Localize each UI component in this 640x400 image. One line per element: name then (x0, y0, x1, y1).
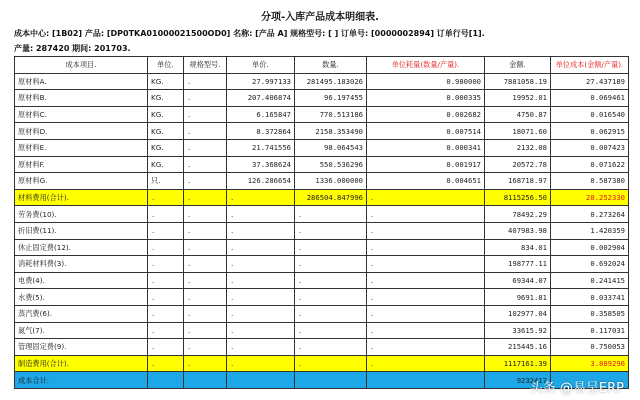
col-header-unit-usage: 单位耗量(数量/产量). (367, 57, 485, 74)
cell-spec: . (184, 106, 227, 123)
cell-unit-cost: 0.750053 (551, 339, 629, 356)
cell-quantity: 1336.000000 (295, 173, 367, 190)
cell-quantity: . (295, 322, 367, 339)
cell-price: . (227, 272, 295, 289)
cell-unit-usage: 0.000335 (367, 90, 485, 107)
cell-amount: 19952.01 (485, 90, 551, 107)
cell-amount: 1117161.39 (485, 355, 551, 372)
cell-unit: KG. (148, 156, 184, 173)
cell-unit: KG. (148, 139, 184, 156)
table-row (15, 289, 629, 306)
cell-unit: KG. (148, 123, 184, 140)
cell-unit-cost: 0.062915 (551, 123, 629, 140)
cell-unit: . (148, 322, 184, 339)
cell-spec: . (184, 90, 227, 107)
cell-spec: . (184, 73, 227, 90)
cell-spec: . (184, 339, 227, 356)
cell-cost-item: 成本合计. (15, 372, 148, 389)
cell-amount: 18071.60 (485, 123, 551, 140)
cell-cost-item: 管理固定费(9). (15, 339, 148, 356)
cell-cost-item: 原材料B. (15, 90, 148, 107)
cell-amount: 9691.81 (485, 289, 551, 306)
col-header-amount: 金额. (485, 57, 551, 74)
cell-amount: 168718.97 (485, 173, 551, 190)
cell-spec (184, 372, 227, 389)
cell-unit-usage (367, 372, 485, 389)
cell-cost-item: 劳务费(10). (15, 206, 148, 223)
cell-price: . (227, 222, 295, 239)
cell-cost-item: 原材料D. (15, 123, 148, 140)
cell-unit-cost: 0.002904 (551, 239, 629, 256)
cell-amount: 198777.11 (485, 256, 551, 273)
table-row (15, 256, 629, 273)
cell-unit-usage: . (367, 355, 485, 372)
cell-cost-item: 原材料G. (15, 173, 148, 190)
cell-unit: 只. (148, 173, 184, 190)
cell-quantity: . (295, 289, 367, 306)
table-row (15, 355, 629, 372)
cell-spec: . (184, 355, 227, 372)
cell-spec: . (184, 189, 227, 206)
cell-amount: 20572.78 (485, 156, 551, 173)
cell-unit-usage: . (367, 305, 485, 322)
cell-unit-usage: 0.002682 (367, 106, 485, 123)
cell-amount: 7881058.19 (485, 73, 551, 90)
cell-cost-item: 休止固定费(12). (15, 239, 148, 256)
cell-quantity: . (295, 339, 367, 356)
cell-amount: 407983.98 (485, 222, 551, 239)
cell-quantity: . (295, 222, 367, 239)
table-body (15, 73, 629, 388)
cell-spec: . (184, 289, 227, 306)
cell-spec: . (184, 239, 227, 256)
cell-quantity: 281495.183026 (295, 73, 367, 90)
cell-unit-usage: . (367, 206, 485, 223)
cell-unit: . (148, 239, 184, 256)
cell-unit-usage: . (367, 256, 485, 273)
cell-unit-usage: 0.001917 (367, 156, 485, 173)
cell-cost-item: 折旧费(11). (15, 222, 148, 239)
header-info-line-1: 成本中心: [1B02] 产品: [DP0TKA01000021500OD0] 名称: [产品 A] 规格型号: [ ] 订单号: [0000002894] 订单行号[1]. (14, 29, 485, 38)
cell-amount: 102977.04 (485, 305, 551, 322)
col-header-spec: 规格型号. (184, 57, 227, 74)
cell-spec: . (184, 272, 227, 289)
cell-cost-item: 原材料C. (15, 106, 148, 123)
table-row (15, 339, 629, 356)
cell-quantity: 2158.353490 (295, 123, 367, 140)
cell-price: 21.741556 (227, 139, 295, 156)
cell-unit-cost: 0.071622 (551, 156, 629, 173)
header-info-line-2: 产量: 287420 期间: 201703. (14, 44, 131, 53)
cell-price: 207.406874 (227, 90, 295, 107)
cell-price: . (227, 339, 295, 356)
cell-unit: KG. (148, 73, 184, 90)
cell-spec: . (184, 156, 227, 173)
cell-unit-cost: 0.358505 (551, 305, 629, 322)
cell-quantity: . (295, 256, 367, 273)
cell-cost-item: 氮气(7). (15, 322, 148, 339)
cell-unit-usage: . (367, 239, 485, 256)
cell-unit: KG. (148, 90, 184, 107)
cell-unit: . (148, 189, 184, 206)
cell-cost-item: 原材料A. (15, 73, 148, 90)
cell-cost-item: 电费(4). (15, 272, 148, 289)
cell-quantity: 286504.847996 (295, 189, 367, 206)
cell-unit-usage: . (367, 189, 485, 206)
cell-unit-usage: . (367, 339, 485, 356)
cell-unit-cost: 0.016540 (551, 106, 629, 123)
table-row (15, 305, 629, 322)
cell-quantity: 770.513186 (295, 106, 367, 123)
cell-cost-item: 蒸汽费(6). (15, 305, 148, 322)
cell-price: . (227, 206, 295, 223)
watermark: 头条 @易呈ERP (529, 381, 624, 396)
table-row (15, 139, 629, 156)
table-row (15, 239, 629, 256)
cell-amount: 69344.07 (485, 272, 551, 289)
col-header-quantity: 数量. (295, 57, 367, 74)
cell-unit: . (148, 339, 184, 356)
table-row (15, 272, 629, 289)
cell-price (227, 372, 295, 389)
cell-amount: 9232417 (485, 372, 551, 389)
cell-price: 126.286654 (227, 173, 295, 190)
cell-spec: . (184, 123, 227, 140)
cell-price: . (227, 256, 295, 273)
cell-unit-cost: 3.889296 (551, 355, 629, 372)
cell-unit: . (148, 206, 184, 223)
cell-unit: . (148, 222, 184, 239)
cell-unit-cost: 0.692024 (551, 256, 629, 273)
cell-quantity: 98.064543 (295, 139, 367, 156)
cell-amount: 4750.87 (485, 106, 551, 123)
cost-detail-table (14, 56, 629, 389)
cell-unit: . (148, 272, 184, 289)
cell-unit-cost: 0.587380 (551, 173, 629, 190)
report-title: 分项-入库产品成本明细表. (261, 12, 379, 23)
cell-cost-item: 消耗材料费(3). (15, 256, 148, 273)
cell-unit (148, 372, 184, 389)
cell-price: 37.368624 (227, 156, 295, 173)
cell-cost-item: 原材料F. (15, 156, 148, 173)
cell-spec: . (184, 222, 227, 239)
table-row (15, 189, 629, 206)
table-row (15, 90, 629, 107)
cell-price: 8.372864 (227, 123, 295, 140)
cell-unit-usage: 0.004651 (367, 173, 485, 190)
cell-amount: 2132.08 (485, 139, 551, 156)
cell-quantity: 96.197455 (295, 90, 367, 107)
cell-unit: KG. (148, 106, 184, 123)
col-header-unit: 单位. (148, 57, 184, 74)
cell-quantity: . (295, 272, 367, 289)
cell-price: . (227, 289, 295, 306)
table-row (15, 206, 629, 223)
cell-unit-usage: 0.980000 (367, 73, 485, 90)
cell-unit: . (148, 355, 184, 372)
cell-price: . (227, 355, 295, 372)
cell-spec: . (184, 256, 227, 273)
table-row (15, 322, 629, 339)
cell-cost-item: 水费(5). (15, 289, 148, 306)
cell-cost-item: 原材料E. (15, 139, 148, 156)
cell-unit-cost: 0.069461 (551, 90, 629, 107)
cell-amount: 8115256.50 (485, 189, 551, 206)
table-row (15, 73, 629, 90)
cell-unit-usage: 0.007514 (367, 123, 485, 140)
cell-unit-usage: 0.000341 (367, 139, 485, 156)
cell-unit-cost: 0.007423 (551, 139, 629, 156)
col-header-price: 单价. (227, 57, 295, 74)
cell-price: . (227, 322, 295, 339)
cell-quantity: . (295, 206, 367, 223)
cell-quantity: 550.536296 (295, 156, 367, 173)
table-row (15, 222, 629, 239)
cell-unit: . (148, 289, 184, 306)
cell-unit-cost: 0.117031 (551, 322, 629, 339)
cell-quantity: . (295, 239, 367, 256)
col-header-cost-item: 成本项目. (15, 57, 148, 74)
cell-price: 27.997133 (227, 73, 295, 90)
cell-quantity: . (295, 355, 367, 372)
cell-unit: . (148, 256, 184, 273)
table-row (15, 173, 629, 190)
cell-spec: . (184, 173, 227, 190)
cell-cost-item: 材料费用(合计). (15, 189, 148, 206)
cell-unit-cost: 0.273264 (551, 206, 629, 223)
cell-price: . (227, 239, 295, 256)
cell-unit-usage: . (367, 272, 485, 289)
cell-spec: . (184, 206, 227, 223)
table-row (15, 106, 629, 123)
cell-price: 6.165847 (227, 106, 295, 123)
cell-amount: 215445.16 (485, 339, 551, 356)
cell-amount: 834.01 (485, 239, 551, 256)
table-header-row (15, 57, 629, 74)
cell-unit-cost: 27.437189 (551, 73, 629, 90)
cell-spec: . (184, 322, 227, 339)
table-row (15, 156, 629, 173)
cell-amount: 78492.29 (485, 206, 551, 223)
col-header-unit-cost: 单位成本(金额/产量). (551, 57, 629, 74)
cell-unit: . (148, 305, 184, 322)
cell-unit-cost: 0.241415 (551, 272, 629, 289)
cell-cost-item: 制造费用(合计). (15, 355, 148, 372)
cell-quantity (295, 372, 367, 389)
cell-spec: . (184, 139, 227, 156)
cell-price: . (227, 189, 295, 206)
table-row (15, 123, 629, 140)
cell-unit-usage: . (367, 322, 485, 339)
cell-unit-cost: 0.033741 (551, 289, 629, 306)
cell-amount: 33615.92 (485, 322, 551, 339)
cell-quantity: . (295, 305, 367, 322)
cell-spec: . (184, 305, 227, 322)
cell-unit-usage: . (367, 222, 485, 239)
cell-price: . (227, 305, 295, 322)
cell-unit-cost: 28.252330 (551, 189, 629, 206)
cell-unit-cost: 1.420359 (551, 222, 629, 239)
cell-unit-usage: . (367, 289, 485, 306)
